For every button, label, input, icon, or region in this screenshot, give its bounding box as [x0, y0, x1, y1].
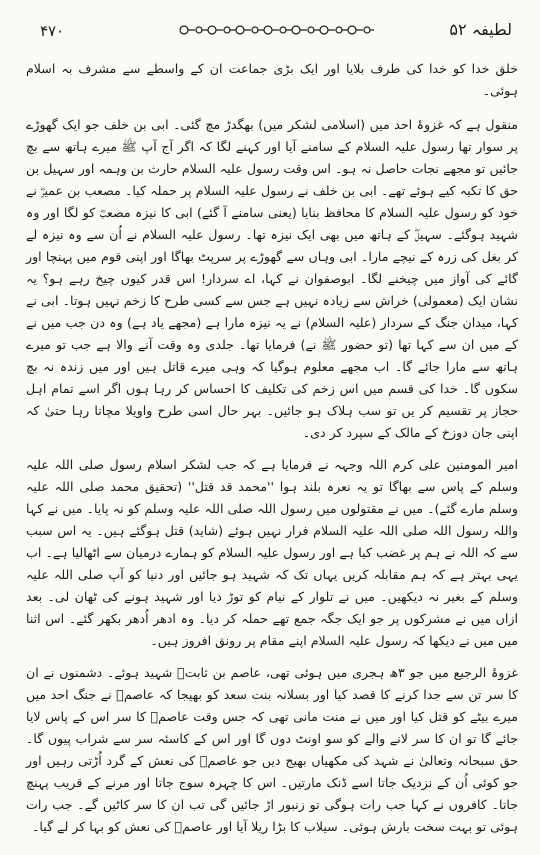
paragraph-3: امیر المومنین علی کرم اللہ وجہہ نے فرمایا ہے کہ جب لشکر اسلام رسول صلی اللہ علیہ وسلم کے پاس سے بھاگا تو یہ نعرہ بلند ہوا ''محمد قد قتل'' (تحقیق محمد صلی اللہ علیہ وسلم مارے گئے)۔ میں نے مقتولوں میں رسول اللہ صلی اللہ علیہ وسلم کو نہ پایا۔ میں نے کہا واللہ رسول اللہ صلی اللہ علیہ السلام فرار نہیں ہوئے (شاید) قتل ہوگئے ہیں۔ یہ اس سبب سے کہ اللہ نے ہم پر غضب کیا ہے اور رسول علیہ السلام کو ہمارے درمیان سے اٹھالیا ہے۔ اب یہی بہتر ہے کہ ہم مقابلہ کریں یہاں تک کہ شہید ہو جائیں اور دنیا کو آپ صلی اللہ علیہ وسلم کے بغیر نہ دیکھیں۔ میں نے تلوار کے نیام کو توڑ دیا اور شہید ہونے کی ٹھان لی۔ بعد ازاں میں نے مشرکوں پر جو ایک جگہ جمع تھے حملہ کر دیا۔ وہ ادھر اُدھر بکھر گئے۔ اس اثنا میں میں نے دیکھا کہ رسول علیہ السلام اپنے مقام پر رونق افروز ہیں۔: [26, 457, 518, 648]
page-number: ۴۷۰: [40, 22, 65, 40]
page-header: [26, 18, 518, 44]
paragraph-2: منقول ہے کہ غزوۂ احد میں (اسلامی لشکر میں) بھگدڑ مچ گئی۔ ابی بن خلف جو ایک گھوڑے پر سوار تھا رسول علیہ السلام کے سامنے آیا اور کہنے لگا کہ اگر آج آپ ﷺ میرے ہاتھ سے بچ جائیں تو مجھے نجات حاصل نہ ہو۔ اس وقت رسول علیہ السلام حارث بن وہمہ اور سہیل بن حق کا تکیہ کیے ہوئے تھے۔ ابی بن خلف نے رسول علیہ السلام پر حملہ کیا۔ مصعب بن عمیرؓ نے خود کو رسول علیہ السلام کا محافظ بنایا (یعنی سامنے آ گئے) ابی کا نیزہ مصعبؓ کو لگا اور وہ شہید ہوگئے۔ سہیلؓ کے ہاتھ میں بھی ایک نیزہ تھا۔ رسول علیہ السلام نے اُن سے وہ نیزہ لے کر بغل کی زرہ کے نیچے مارا۔ ابی وہاں سے گھوڑے پر سرپٹ بھاگا اور اپنی قوم میں پہنچا اور گائے کی آواز میں چیخنے لگا۔ ابوصفوان نے کہا، اے سردار! اس قدر کیوں چیخ رہے ہو؟ یہ نشان ایک (معمولی) خراش سے زیادہ نہیں ہے جس سے کسی طرح کا زخم نہیں ہوتا۔ ابی نے کہا، میدان جنگ کے سردار (علیہ السلام) نے یہ نیزہ مارا ہے (مجھے یاد ہے) وہ دن جب میں نے کے میں ان سے کہا تھا (تو حضور ﷺ نے) فرمایا تھا۔ جلدی وہ وقت آنے والا ہے جب تو میرے ہاتھ سے مارا جائے گا۔ اب مجھے معلوم ہوگیا کہ وہی میرے قاتل ہیں اور میں زندہ نہ بچ سکوں گا۔ خدا کی قسم میں اس زخم کی تکلیف کا احساس کر رہا ہوں اگر اسے تمام اہل حجاز پر تقسیم کر یں تو سب ہلاک ہو جائیں۔ بہر حال اسی طرح واویلا مچاتا رہا حتیٰ کہ اپنی جان دوزخ کے مالک کے سپرد کر دی۔: [26, 117, 518, 440]
running-title: لطیفہ ۵۲: [449, 20, 512, 39]
paragraph-1: خلق خدا کو خدا کی طرف بلایا اور ایک بڑی جماعت ان کے واسطے سے مشرف بہ اسلام ہوئی۔: [26, 61, 518, 98]
header-ornament: [178, 24, 378, 36]
paragraph-4: غزوۂ الرجیع میں جو ۳ھ ہجری میں ہوئی تھی، عاصم بن ثابتؓ شہید ہوئے۔ دشمنوں نے ان کا سر تن سے جدا کرنے کا قصد کیا اور بسلانہ بنت سعد کو بھیجا کہ عاصمؓ نے جنگ احد میں میرے بیٹے کو قتل کیا اور میں نے منت مانی تھی کہ جس وقت عاصمؓ کا سر اس کے پاس لایا جائے گا تو ان کا سر لانے والے کو سو اونٹ دوں گا اور اس کے کاسئہ سر سے شراب پیوں گا۔ حق سبحانہ وتعالیٰ نے شہد کی مکھیاں بھیج دیں جو عاصمؓ کی نعش کے گرد اُڑتی رہیں اور جو کوئی اُن کے نزدیک جاتا اسے ڈنک مارتیں۔ اس کا چہرہ سوج جاتا اور مرنے کے قریب پہنچ جاتا۔ کافروں نے کہا جب رات ہوگی تو زنبور اڑ جائیں گی تب ان کا سر کاٹیں گے۔ جب رات ہوئی تو بہت سخت بارش ہوئی۔ سیلاب کا بڑا ریلا آیا اور عاصمؓ کی نعش کو بہا کر لے گیا۔: [26, 665, 518, 834]
ornament-chain-icon: [178, 24, 378, 36]
page-body: [26, 58, 518, 838]
